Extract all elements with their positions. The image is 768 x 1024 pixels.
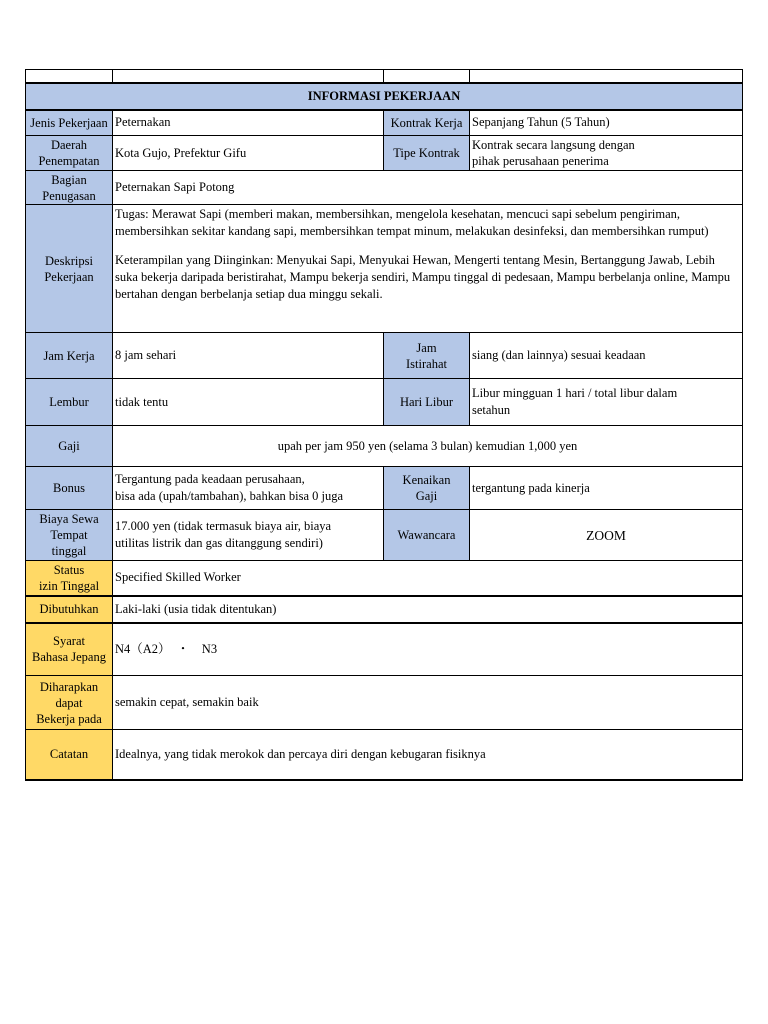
tugas-text: Tugas: Merawat Sapi (memberi makan, membersihkan, mengelola kesehatan, mencuci sapi sebelum pengiriman, membersihkan sekitar kandang sapi, membersihkan tempat minum, melakukan desinfeksi, dan membersihkan rumput) (115, 207, 709, 238)
gaji-label: Gaji (26, 426, 113, 467)
empty-top-row (26, 70, 743, 83)
table-row (26, 510, 743, 561)
empty-cell (470, 70, 743, 83)
table-title: INFORMASI PEKERJAAN (26, 83, 743, 110)
table-row (26, 110, 743, 136)
catatan-value: Idealnya, yang tidak merokok dan percaya diri dengan kebugaran fisiknya (113, 730, 743, 780)
dibutuhkan-value: Laki-laki (usia tidak ditentukan) (113, 596, 743, 623)
table-row (26, 467, 743, 510)
daerah-penempatan-label: Daerah Penempatan (26, 136, 113, 171)
job-info-table (25, 69, 743, 781)
kenaikan-gaji-label: Kenaikan Gaji (384, 467, 470, 510)
table-row (26, 333, 743, 379)
status-izin-label: Status izin Tinggal (26, 561, 113, 596)
bonus-value: Tergantung pada keadaan perusahaan, bisa ada (upah/tambahan), bahkan bisa 0 juga (113, 467, 384, 510)
wawancara-value: ZOOM (470, 510, 743, 561)
keterampilan-text: Keterampilan yang Diinginkan: Menyukai Sapi, Menyukai Hewan, Mengerti tentang Mesin, Bertanggung Jawab, Lebih suka bekerja daripada beristirahat, Mampu bekerja sendiri, Mampu tinggal di pedesaan, Mampu berbelanja online, Mampu bertahan dengan berbelanja setiap dua minggu sekali. (115, 253, 731, 301)
tipe-kontrak-value: Kontrak secara langsung dengan pihak perusahaan penerima (470, 136, 743, 171)
dibutuhkan-label: Dibutuhkan (26, 596, 113, 623)
paragraph-gap (115, 240, 740, 252)
empty-cell (113, 70, 384, 83)
bagian-penugasan-value: Peternakan Sapi Potong (113, 171, 743, 205)
lembur-value: tidak tentu (113, 379, 384, 426)
jenis-pekerjaan-label: Jenis Pekerjaan (26, 110, 113, 136)
table-row (26, 596, 743, 623)
table-row (26, 561, 743, 596)
daerah-penempatan-value: Kota Gujo, Prefektur Gifu (113, 136, 384, 171)
syarat-bahasa-label: Syarat Bahasa Jepang (26, 623, 113, 676)
title-row (26, 83, 743, 110)
jam-istirahat-value: siang (dan lainnya) sesuai keadaan (470, 333, 743, 379)
kenaikan-gaji-value: tergantung pada kinerja (470, 467, 743, 510)
table-row (26, 730, 743, 780)
jam-kerja-value: 8 jam sehari (113, 333, 384, 379)
table-row (26, 623, 743, 676)
kontrak-kerja-label: Kontrak Kerja (384, 110, 470, 136)
table-row (26, 676, 743, 730)
bonus-label: Bonus (26, 467, 113, 510)
empty-cell (384, 70, 470, 83)
kontrak-kerja-value: Sepanjang Tahun (5 Tahun) (470, 110, 743, 136)
table-row (26, 136, 743, 171)
table-row (26, 426, 743, 467)
wawancara-label: Wawancara (384, 510, 470, 561)
diharapkan-value: semakin cepat, semakin baik (113, 676, 743, 730)
jam-kerja-label: Jam Kerja (26, 333, 113, 379)
status-izin-value: Specified Skilled Worker (113, 561, 743, 596)
deskripsi-pekerjaan-value (113, 205, 743, 333)
empty-cell (26, 70, 113, 83)
table-row (26, 379, 743, 426)
tipe-kontrak-label: Tipe Kontrak (384, 136, 470, 171)
jam-istirahat-label: Jam Istirahat (384, 333, 470, 379)
biaya-sewa-label: Biaya Sewa Tempat tinggal (26, 510, 113, 561)
syarat-bahasa-value: N4（A2） ・ N3 (113, 623, 743, 676)
diharapkan-label: Diharapkan dapat Bekerja pada (26, 676, 113, 730)
bagian-penugasan-label: Bagian Penugasan (26, 171, 113, 205)
lembur-label: Lembur (26, 379, 113, 426)
deskripsi-pekerjaan-label: Deskripsi Pekerjaan (26, 205, 113, 333)
hari-libur-label: Hari Libur (384, 379, 470, 426)
biaya-sewa-value: 17.000 yen (tidak termasuk biaya air, biaya utilitas listrik dan gas ditanggung sendiri) (113, 510, 384, 561)
gaji-value: upah per jam 950 yen (selama 3 bulan) kemudian 1,000 yen (113, 426, 743, 467)
table-row (26, 205, 743, 333)
table-row (26, 171, 743, 205)
hari-libur-value: Libur mingguan 1 hari / total libur dalam setahun (470, 379, 743, 426)
catatan-label: Catatan (26, 730, 113, 780)
jenis-pekerjaan-value: Peternakan (113, 110, 384, 136)
